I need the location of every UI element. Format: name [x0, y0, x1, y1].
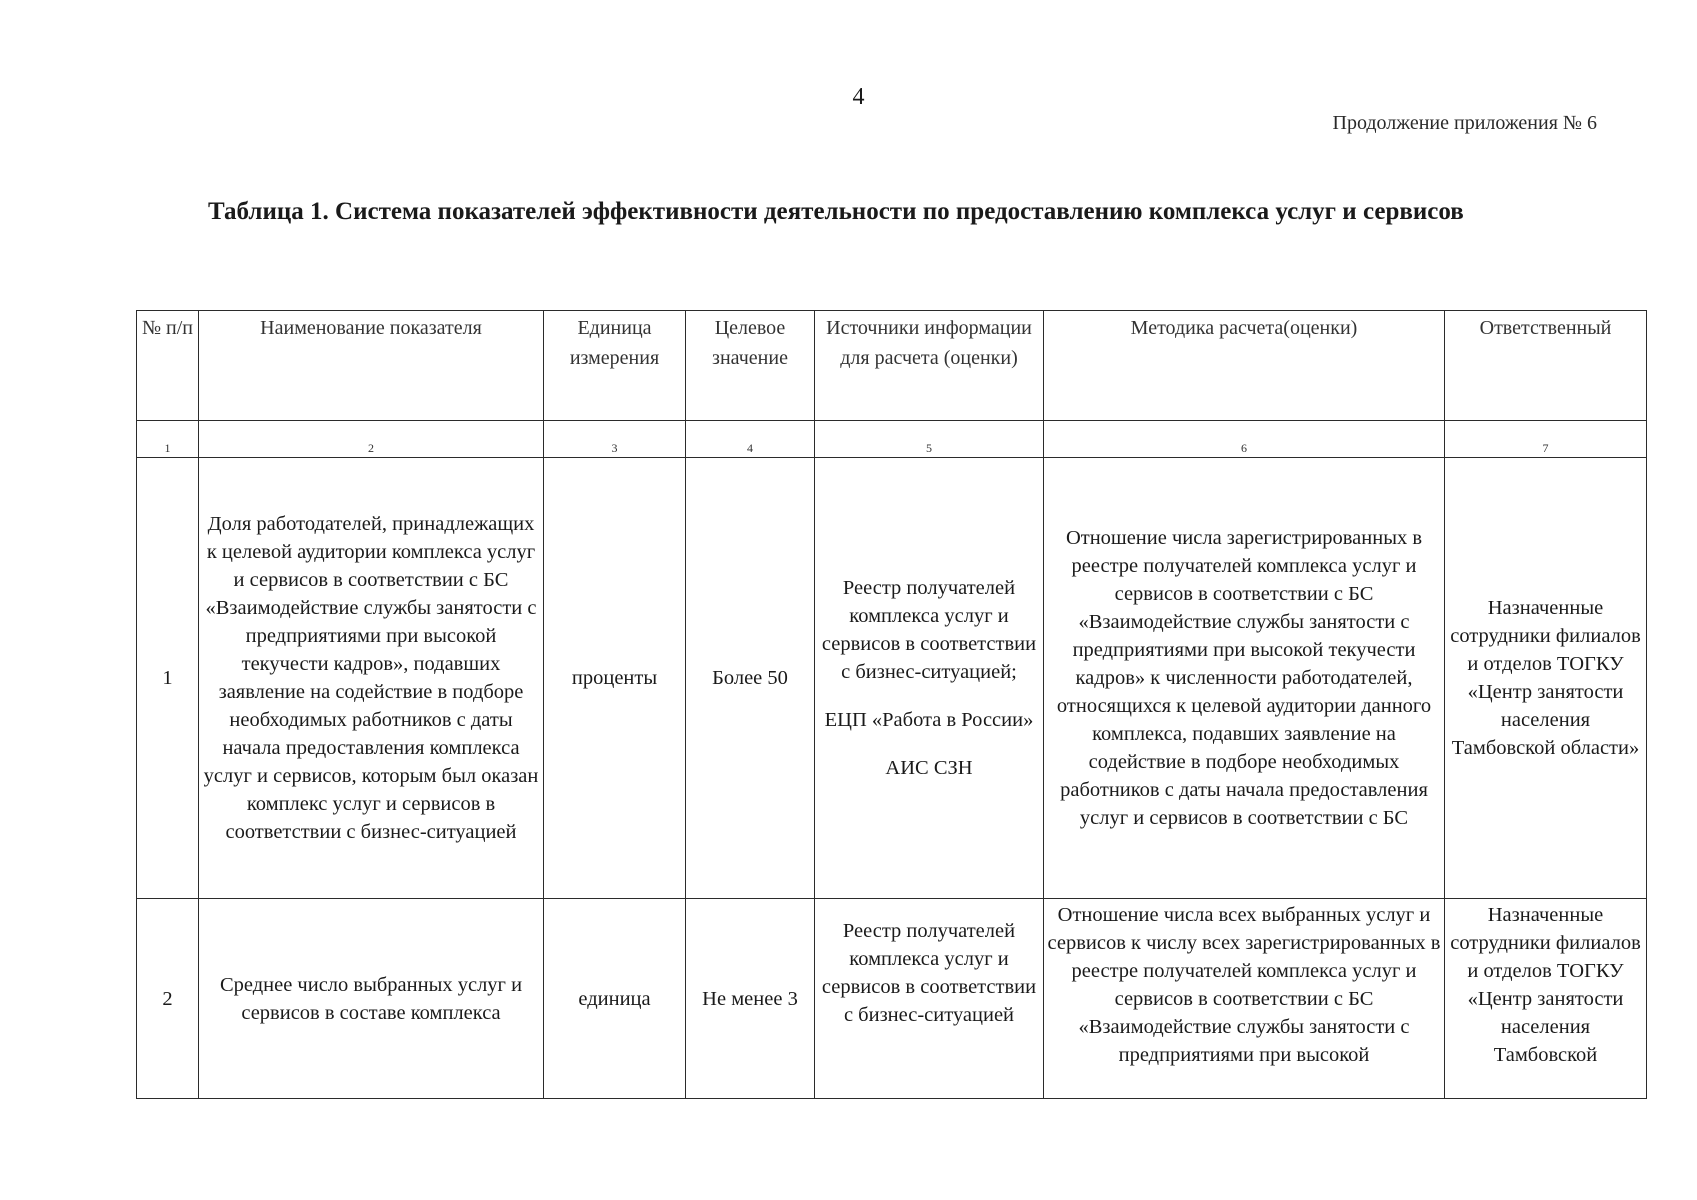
- column-number: 6: [1044, 421, 1445, 458]
- column-number: 5: [815, 421, 1044, 458]
- column-number-row: [137, 421, 1647, 458]
- sources-cell: [815, 458, 1044, 899]
- row-number: 2: [137, 899, 199, 1099]
- source-item: АИС СЗН: [885, 757, 973, 779]
- header-row: [137, 311, 1647, 421]
- appendix-note: Продолжение приложения № 6: [1332, 112, 1597, 134]
- indicator-name: Среднее число выбранных услуг и сервисов в составе комплекса: [199, 899, 544, 1099]
- responsible-cell: Назначенные сотрудники филиалов и отделов ТОГКУ «Центр занятости населения Тамбовской: [1445, 899, 1647, 1099]
- page-number: 4: [852, 84, 865, 110]
- header-name: Наименование показателя: [199, 311, 544, 421]
- indicator-name: Доля работодателей, принадлежащих к целевой аудитории комплекса услуг и сервисов в соответствии с БС «Взаимодействие службы занятости с предприятиями при высокой текучести кадров», подавших заявление на содействие в подборе необходимых работников с даты начала предоставления комплекса услуг и сервисов, которым был оказан комплекс услуг и сервисов в соответствии с бизнес-ситуацией: [199, 458, 544, 899]
- table-row: [137, 458, 1647, 899]
- row-number: 1: [137, 458, 199, 899]
- source-item: Реестр получателей комплекса услуг и сервисов в соответствии с бизнес-ситуацией;: [821, 577, 1037, 683]
- unit-cell: проценты: [544, 458, 686, 899]
- column-number: 4: [686, 421, 815, 458]
- header-method: Методика расчета(оценки): [1044, 311, 1445, 421]
- column-number: 7: [1445, 421, 1647, 458]
- column-number: 1: [137, 421, 199, 458]
- table-row: [137, 899, 1647, 1099]
- source-item: Реестр получателей комплекса услуг и сервисов в соответствии с бизнес-ситуацией: [821, 920, 1037, 1026]
- source-item: ЕЦП «Работа в России»: [824, 709, 1034, 731]
- target-cell: Более 50: [686, 458, 815, 899]
- column-number: 3: [544, 421, 686, 458]
- method-cell: Отношение числа зарегистрированных в реестре получателей комплекса услуг и сервисов в соответствии с БС «Взаимодействие службы занятости с предприятиями при высокой текучести кадров» к численности работодателей, относящихся к целевой аудитории данного комплекса, подавших заявление на содействие в подборе необходимых работников с даты начала предоставления услуг и сервисов в соответствии с БС: [1044, 458, 1445, 899]
- header-num: № п/п: [137, 311, 199, 421]
- unit-cell: единица: [544, 899, 686, 1099]
- header-unit: Единица измерения: [544, 311, 686, 421]
- responsible-cell: Назначенные сотрудники филиалов и отделов ТОГКУ «Центр занятости населения Тамбовской области»: [1445, 458, 1647, 899]
- sources-cell: [815, 899, 1044, 1099]
- target-cell: Не менее 3: [686, 899, 815, 1099]
- header-target: Целевое значение: [686, 311, 815, 421]
- table-title: Таблица 1. Система показателей эффективности деятельности по предоставлению комплекса услуг и сервисов: [208, 198, 1464, 225]
- header-sources: Источники информации для расчета (оценки): [815, 311, 1044, 421]
- method-cell: Отношение числа всех выбранных услуг и сервисов к числу всех зарегистрированных в реестре получателей комплекса услуг и сервисов в соответствии с БС «Взаимодействие службы занятости с предприятиями при высокой: [1044, 899, 1445, 1099]
- metrics-table: [136, 310, 1647, 1099]
- column-number: 2: [199, 421, 544, 458]
- header-responsible: Ответственный: [1445, 311, 1647, 421]
